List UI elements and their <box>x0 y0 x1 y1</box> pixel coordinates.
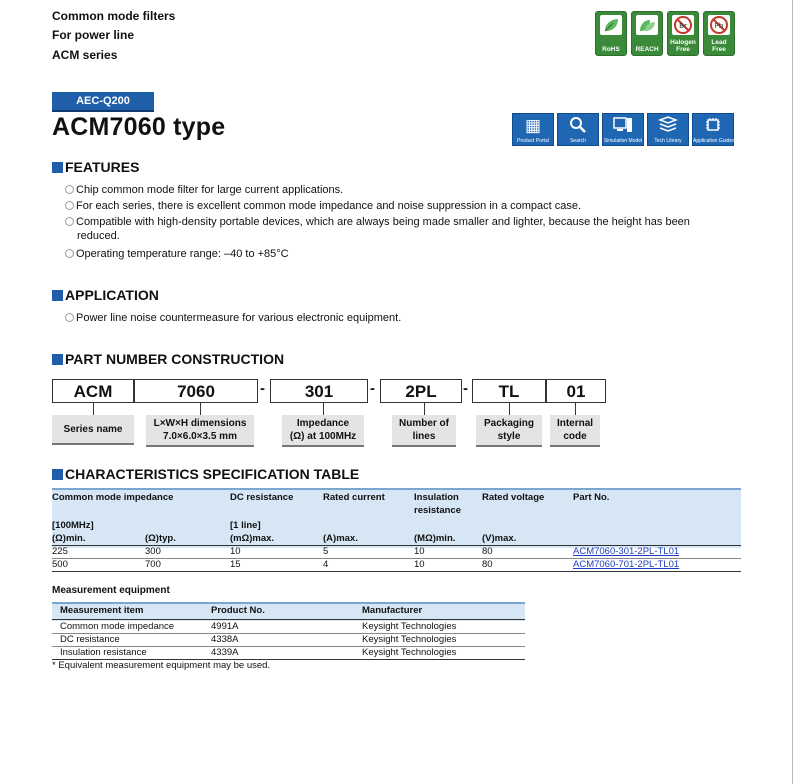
cell-min: 500 <box>52 559 68 570</box>
feature-item: Operating temperature range: –40 to +85°C <box>65 246 745 262</box>
meas-product: 4991A <box>211 621 239 632</box>
halogen-free-badge: Br Halogen Free <box>667 11 699 56</box>
connector-line <box>424 403 425 415</box>
col-measurement-item: Measurement item <box>60 605 144 616</box>
tech-library-button[interactable]: Tech Library <box>647 113 689 146</box>
col-part-no: Part No. <box>573 492 610 503</box>
unit-min: (Ω)min. <box>52 533 86 544</box>
divider <box>52 571 741 572</box>
product-portal-button[interactable]: ▦ Product Portal <box>512 113 554 146</box>
meas-item: DC resistance <box>60 634 120 645</box>
part-separator: - <box>463 380 468 397</box>
part-link[interactable]: ACM7060-301-2PL-TL01 <box>573 546 680 557</box>
unit-typ: (Ω)typ. <box>145 533 176 544</box>
chip-icon <box>693 116 733 139</box>
no-lead-icon <box>708 15 730 35</box>
divider <box>52 619 525 620</box>
measurement-heading: Measurement equipment <box>52 585 170 596</box>
unit-voltage: (V)max. <box>482 533 517 544</box>
col-insulation-2: resistance <box>414 505 462 516</box>
subcategory-line: For power line <box>52 28 135 42</box>
connector-line <box>575 403 576 415</box>
meas-manufacturer: Keysight Technologies <box>362 647 457 658</box>
part-separator: - <box>370 380 375 397</box>
simulation-icon <box>603 116 643 139</box>
part-desc-series: Series name <box>52 415 134 445</box>
cell-current: 4 <box>323 559 329 570</box>
part-code-series: ACM <box>52 379 134 403</box>
features-heading: FEATURES <box>52 159 139 175</box>
lead-free-badge: Pb Lead Free <box>703 11 735 56</box>
col-product-no: Product No. <box>211 605 265 616</box>
part-link[interactable]: ACM7060-701-2PL-TL01 <box>573 559 680 570</box>
meas-product: 4338A <box>211 634 239 645</box>
no-halogen-icon <box>672 15 694 35</box>
feature-item: For each series, there is excellent common mode impedance and noise suppression in a compact case. <box>65 198 745 214</box>
search-icon <box>558 116 598 139</box>
svg-text:Pb: Pb <box>714 22 724 30</box>
rohs-badge: RoHS <box>595 11 627 56</box>
cell-min: 225 <box>52 546 68 557</box>
col-manufacturer: Manufacturer <box>362 605 423 616</box>
col-impedance: Common mode impedance <box>52 492 174 503</box>
col-insulation: Insulation <box>414 492 459 503</box>
part-code-internal: 01 <box>546 379 606 403</box>
connector-line <box>509 403 510 415</box>
leaf-icon <box>600 15 622 35</box>
unit-insulation: (MΩ)min. <box>414 533 456 544</box>
feature-item: Chip common mode filter for large current applications. <box>65 182 745 198</box>
part-number-heading: PART NUMBER CONSTRUCTION <box>52 351 284 367</box>
cell-insulation: 10 <box>414 546 425 557</box>
library-icon <box>648 116 688 139</box>
feature-item: Compatible with high-density portable devices, which are always being made smaller and lighter, because the height has been <box>65 214 745 230</box>
col-dc-resistance: DC resistance <box>230 492 294 503</box>
series-line: ACM series <box>52 48 118 62</box>
unit-current: (A)max. <box>323 533 358 544</box>
part-code-lines: 2PL <box>380 379 462 403</box>
application-heading: APPLICATION <box>52 287 159 303</box>
part-desc-lines: Number of lines <box>392 415 456 447</box>
meas-item: Insulation resistance <box>60 647 147 658</box>
cell-typ: 300 <box>145 546 161 557</box>
freq-note: [100MHz] <box>52 520 94 531</box>
leaf-icon <box>636 15 658 35</box>
meas-product: 4339A <box>211 647 239 658</box>
meas-manufacturer: Keysight Technologies <box>362 634 457 645</box>
footnote: * Equivalent measurement equipment may be used. <box>52 660 271 671</box>
page-title: ACM7060 type <box>52 113 226 141</box>
line-note: [1 line] <box>230 520 261 531</box>
svg-text:Br: Br <box>679 22 687 30</box>
part-separator: - <box>260 380 265 397</box>
aec-q200-badge: AEC-Q200 <box>52 92 154 112</box>
cell-dc: 15 <box>230 559 241 570</box>
connector-line <box>200 403 201 415</box>
cell-voltage: 80 <box>482 559 493 570</box>
cell-current: 5 <box>323 546 329 557</box>
cell-voltage: 80 <box>482 546 493 557</box>
application-item: Power line noise countermeasure for various electronic equipment. <box>65 310 745 326</box>
part-code-packaging: TL <box>472 379 546 403</box>
col-rated-voltage: Rated voltage <box>482 492 545 503</box>
meas-manufacturer: Keysight Technologies <box>362 621 457 632</box>
meas-item: Common mode impedance <box>60 621 175 632</box>
cell-insulation: 10 <box>414 559 425 570</box>
characteristics-heading: CHARACTERISTICS SPECIFICATION TABLE <box>52 466 359 482</box>
simulation-model-button[interactable]: Simulation Model <box>602 113 644 146</box>
unit-dc: (mΩ)max. <box>230 533 275 544</box>
col-rated-current: Rated current <box>323 492 385 503</box>
portal-icon: ▦ <box>524 116 542 135</box>
reach-badge: REACH <box>631 11 663 56</box>
application-guides-button[interactable]: Application Guides <box>692 113 734 146</box>
connector-line <box>323 403 324 415</box>
part-code-impedance: 301 <box>270 379 368 403</box>
cell-dc: 10 <box>230 546 241 557</box>
part-desc-packaging: Packaging style <box>476 415 542 447</box>
part-desc-impedance: Impedance (Ω) at 100MHz <box>282 415 364 447</box>
part-code-dimensions: 7060 <box>134 379 258 403</box>
category-line: Common mode filters <box>52 9 176 23</box>
feature-item-continuation: reduced. <box>77 230 120 242</box>
part-desc-internal: Internal code <box>550 415 600 447</box>
search-button[interactable]: Search <box>557 113 599 146</box>
part-desc-dimensions: L×W×H dimensions 7.0×6.0×3.5 mm <box>146 415 254 447</box>
page-edge <box>792 0 793 784</box>
connector-line <box>93 403 94 415</box>
cell-typ: 700 <box>145 559 161 570</box>
